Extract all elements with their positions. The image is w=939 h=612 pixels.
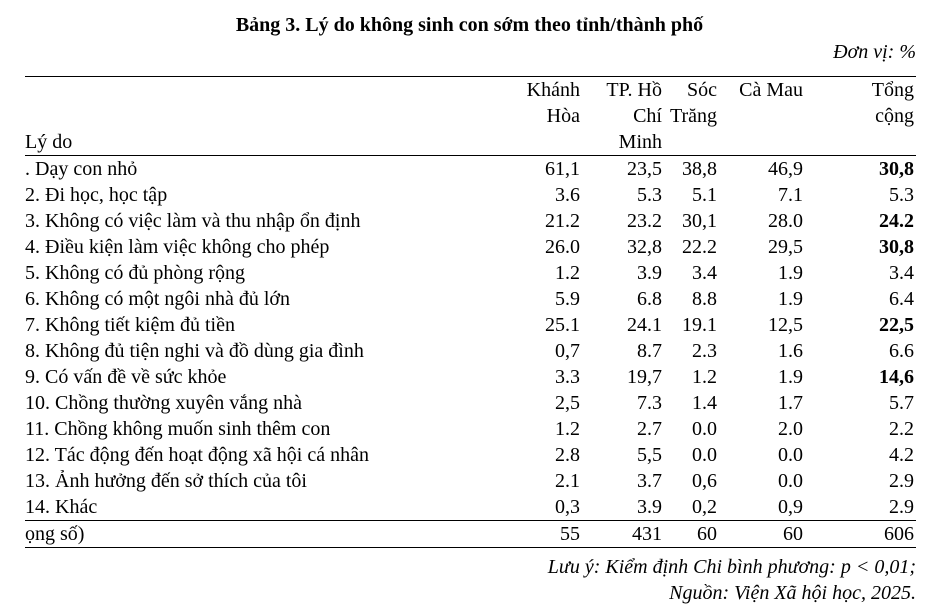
note-text: Lưu ý: Kiểm định Chi bình phương: p < 0,01;: [547, 556, 916, 578]
cell-khanh-hoa: 0,7: [555, 340, 580, 362]
unit-label: Đơn vị: %: [833, 41, 916, 63]
cell-reason: 11. Chồng không muốn sinh thêm con: [25, 418, 331, 440]
cell-reason: 14. Khác: [25, 496, 98, 518]
cell-hcm: 3.9: [637, 262, 662, 284]
table-row: [25, 416, 916, 442]
cell-ca-mau: 7.1: [778, 184, 803, 206]
cell-ca-mau: 1.9: [778, 262, 803, 284]
cell-reason: 6. Không có một ngôi nhà đủ lớn: [25, 288, 290, 310]
cell-reason: 12. Tác động đến hoạt động xã hội cá nhân: [25, 444, 369, 466]
cell-hcm: 5.3: [637, 184, 662, 206]
table-row: [25, 286, 916, 312]
cell-reason: 3. Không có việc làm và thu nhập ổn định: [25, 210, 361, 232]
total-cell-khanh-hoa: 55: [560, 523, 580, 545]
cell-total: 4.2: [889, 444, 914, 466]
cell-soc-trang: 0.0: [692, 418, 717, 440]
cell-soc-trang: 1.2: [692, 366, 717, 388]
total-cell-soc-trang: 60: [697, 523, 717, 545]
table-row: [25, 208, 916, 234]
cell-ca-mau: 1.9: [778, 288, 803, 310]
table-row: [25, 338, 916, 364]
source-text: Nguồn: Viện Xã hội học, 2025.: [669, 582, 916, 604]
cell-hcm: 5,5: [637, 444, 662, 466]
cell-hcm: 6.8: [637, 288, 662, 310]
cell-total: 5.3: [889, 184, 914, 206]
table-row: [25, 494, 916, 521]
table-header: [25, 77, 916, 156]
cell-ca-mau: 1.6: [778, 340, 803, 362]
cell-khanh-hoa: 2.1: [555, 470, 580, 492]
table-row: [25, 312, 916, 338]
cell-total: 6.6: [889, 340, 914, 362]
total-row: [25, 521, 916, 548]
cell-reason: 4. Điều kiện làm việc không cho phép: [25, 236, 330, 258]
cell-total: 2.9: [889, 496, 914, 518]
cell-khanh-hoa: 3.6: [555, 184, 580, 206]
cell-khanh-hoa: 5.9: [555, 288, 580, 310]
cell-total: 6.4: [889, 288, 914, 310]
cell-khanh-hoa: 1.2: [555, 418, 580, 440]
cell-soc-trang: 5.1: [692, 184, 717, 206]
total-cell-reason: ọng số): [25, 523, 85, 545]
cell-soc-trang: 1.4: [692, 392, 717, 414]
cell-ca-mau: 0.0: [778, 444, 803, 466]
cell-khanh-hoa: 21.2: [545, 210, 580, 232]
total-cell-total: 606: [884, 523, 914, 545]
cell-ca-mau: 28.0: [768, 210, 803, 232]
cell-ca-mau: 1.9: [778, 366, 803, 388]
header-soc-trang: Sóc Trăng: [669, 79, 717, 127]
cell-ca-mau: 46,9: [768, 158, 803, 180]
cell-khanh-hoa: 26.0: [545, 236, 580, 258]
total-cell-hcm: 431: [632, 523, 662, 545]
cell-khanh-hoa: 25.1: [545, 314, 580, 336]
table-row: [25, 182, 916, 208]
cell-total: 2.9: [889, 470, 914, 492]
cell-soc-trang: 22.2: [682, 236, 717, 258]
cell-soc-trang: 30,1: [682, 210, 717, 232]
cell-khanh-hoa: 0,3: [555, 496, 580, 518]
header-total: Tổng cộng: [871, 79, 914, 127]
cell-khanh-hoa: 2,5: [555, 392, 580, 414]
cell-ca-mau: 0.0: [778, 470, 803, 492]
cell-reason: 5. Không có đủ phòng rộng: [25, 262, 245, 284]
cell-soc-trang: 38,8: [682, 158, 717, 180]
table-body: [25, 156, 916, 548]
cell-hcm: 8.7: [637, 340, 662, 362]
total-cell-ca-mau: 60: [783, 523, 803, 545]
cell-soc-trang: 8.8: [692, 288, 717, 310]
cell-hcm: 2.7: [637, 418, 662, 440]
cell-ca-mau: 0,9: [778, 496, 803, 518]
cell-total: 3.4: [889, 262, 914, 284]
cell-reason: 2. Đi học, học tập: [25, 184, 168, 206]
table-title: Bảng 3. Lý do không sinh con sớm theo tỉnh/thành phố: [235, 14, 704, 36]
cell-reason: . Dạy con nhỏ: [25, 158, 138, 180]
cell-hcm: 24.1: [627, 314, 662, 336]
cell-total: 5.7: [889, 392, 914, 414]
cell-ca-mau: 1.7: [778, 392, 803, 414]
cell-khanh-hoa: 3.3: [555, 366, 580, 388]
cell-khanh-hoa: 2.8: [555, 444, 580, 466]
header-reason: Lý do: [25, 131, 73, 153]
cell-reason: 13. Ảnh hưởng đến sở thích của tôi: [25, 470, 307, 492]
cell-hcm: 23.2: [627, 210, 662, 232]
table-row: [25, 364, 916, 390]
cell-hcm: 32,8: [627, 236, 662, 258]
cell-khanh-hoa: 1.2: [555, 262, 580, 284]
cell-total: 30,8: [879, 158, 914, 180]
table-row: [25, 468, 916, 494]
cell-khanh-hoa: 61,1: [545, 158, 580, 180]
header-ca-mau: Cà Mau: [739, 79, 803, 101]
cell-soc-trang: 2.3: [692, 340, 717, 362]
cell-soc-trang: 0,2: [692, 496, 717, 518]
cell-soc-trang: 19.1: [682, 314, 717, 336]
cell-soc-trang: 0.0: [692, 444, 717, 466]
cell-ca-mau: 12,5: [768, 314, 803, 336]
data-table: [25, 76, 916, 548]
cell-soc-trang: 3.4: [692, 262, 717, 284]
cell-reason: 10. Chồng thường xuyên vắng nhà: [25, 392, 302, 414]
table-row: [25, 260, 916, 286]
cell-reason: 9. Có vấn đề về sức khỏe: [25, 366, 227, 388]
header-khanh-hoa: Khánh Hòa: [526, 79, 580, 127]
cell-hcm: 23,5: [627, 158, 662, 180]
cell-reason: 8. Không đủ tiện nghi và đồ dùng gia đình: [25, 340, 364, 362]
cell-ca-mau: 29,5: [768, 236, 803, 258]
cell-reason: 7. Không tiết kiệm đủ tiền: [25, 314, 235, 336]
cell-total: 2.2: [889, 418, 914, 440]
cell-total: 24.2: [879, 210, 914, 232]
table-row: [25, 442, 916, 468]
cell-hcm: 3.7: [637, 470, 662, 492]
header-hcm: TP. Hồ Chí Minh: [606, 79, 662, 153]
cell-ca-mau: 2.0: [778, 418, 803, 440]
cell-total: 14,6: [879, 366, 914, 388]
cell-total: 30,8: [879, 236, 914, 258]
table-row: [25, 234, 916, 260]
cell-total: 22,5: [879, 314, 914, 336]
cell-hcm: 3.9: [637, 496, 662, 518]
cell-hcm: 7.3: [637, 392, 662, 414]
cell-soc-trang: 0,6: [692, 470, 717, 492]
table-row: [25, 156, 916, 183]
cell-hcm: 19,7: [627, 366, 662, 388]
table-row: [25, 390, 916, 416]
